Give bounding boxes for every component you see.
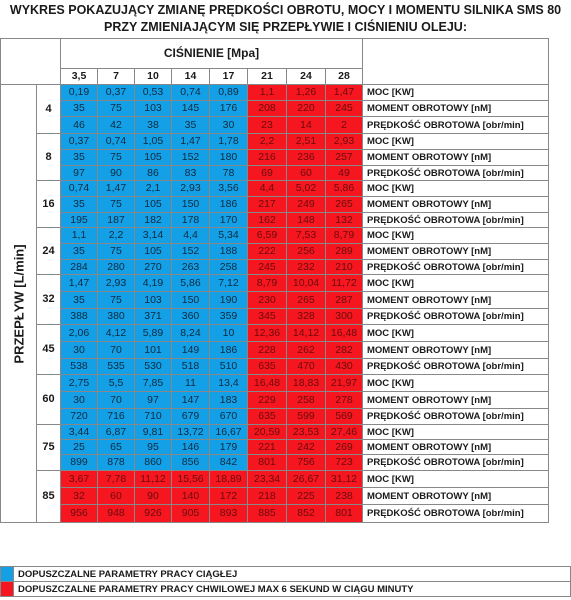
cell-value: 256 — [287, 244, 326, 260]
cell-value: 230 — [248, 292, 287, 309]
cell-value: 25 — [61, 440, 98, 455]
cell-value: 216 — [248, 150, 287, 166]
row-label: MOC [KW] — [363, 181, 549, 197]
cell-value: 265 — [287, 292, 326, 309]
cell-value: 2,2 — [248, 134, 287, 150]
cell-value: 83 — [172, 166, 210, 181]
row-label: PRĘDKOŚĆ OBROTOWA [obr/min] — [363, 260, 549, 275]
cell-value: 32 — [61, 488, 98, 505]
cell-value: 4,4 — [248, 181, 287, 197]
cell-value: 21,97 — [326, 375, 363, 392]
cell-value: 35 — [61, 244, 98, 260]
cell-value: 2,2 — [98, 228, 135, 244]
cell-value: 75 — [98, 150, 135, 166]
cell-value: 228 — [248, 342, 287, 359]
cell-value: 195 — [61, 213, 98, 228]
pressure-header-3: 14 — [172, 69, 210, 85]
cell-value: 1,05 — [135, 134, 172, 150]
cell-value: 258 — [287, 392, 326, 409]
cell-value: 530 — [135, 359, 172, 375]
cell-value: 26,67 — [287, 471, 326, 488]
cell-value: 510 — [210, 359, 248, 375]
cell-value: 16,48 — [326, 325, 363, 342]
cell-value: 1,47 — [98, 181, 135, 197]
cell-value: 245 — [326, 101, 363, 117]
cell-value: 5,5 — [98, 375, 135, 392]
cell-value: 147 — [172, 392, 210, 409]
cell-value: 538 — [61, 359, 98, 375]
cell-value: 0,89 — [210, 85, 248, 101]
cell-value: 69 — [248, 166, 287, 181]
cell-value: 103 — [135, 292, 172, 309]
cell-value: 16,48 — [248, 375, 287, 392]
cell-value: 801 — [326, 505, 363, 523]
cell-value: 152 — [172, 244, 210, 260]
legend-text-continuous: DOPUSZCZALNE PARAMETRY PRACY CIĄGŁEJ — [14, 567, 571, 582]
cell-value: 42 — [98, 117, 135, 134]
cell-value: 5,86 — [172, 275, 210, 292]
cell-value: 599 — [287, 409, 326, 425]
pressure-header-6: 24 — [287, 69, 326, 85]
cell-value: 265 — [326, 197, 363, 213]
cell-value: 60 — [287, 166, 326, 181]
cell-value: 9,81 — [135, 425, 172, 440]
row-label: MOMENT OBROTOWY [nM] — [363, 440, 549, 455]
cell-value: 146 — [172, 440, 210, 455]
cell-value: 31,12 — [326, 471, 363, 488]
row-label: PRĘDKOŚĆ OBROTOWA [obr/min] — [363, 309, 549, 325]
cell-value: 670 — [210, 409, 248, 425]
cell-value: 179 — [210, 440, 248, 455]
row-label: MOC [KW] — [363, 471, 549, 488]
cell-value: 720 — [61, 409, 98, 425]
title-line-2: PRZY ZMIENIAJĄCYM SIĘ PRZEPŁYWIE I CIŚNIENIU OLEJU: — [103, 20, 467, 34]
legend-swatch-red — [1, 582, 14, 597]
cell-value: 2,51 — [287, 134, 326, 150]
cell-value: 65 — [98, 440, 135, 455]
cell-value: 172 — [210, 488, 248, 505]
flow-value-8: 85 — [37, 471, 61, 523]
cell-value: 852 — [287, 505, 326, 523]
cell-value: 75 — [98, 292, 135, 309]
cell-value: 0,19 — [61, 85, 98, 101]
cell-value: 149 — [172, 342, 210, 359]
cell-value: 20,59 — [248, 425, 287, 440]
cell-value: 249 — [287, 197, 326, 213]
cell-value: 221 — [248, 440, 287, 455]
row-label: MOMENT OBROTOWY [nM] — [363, 392, 549, 409]
cell-value: 359 — [210, 309, 248, 325]
cell-value: 30 — [210, 117, 248, 134]
cell-value: 150 — [172, 292, 210, 309]
flow-value-2: 16 — [37, 181, 61, 228]
flow-caption: PRZEPŁYW [L/min] — [11, 243, 26, 364]
cell-value: 360 — [172, 309, 210, 325]
cell-value: 182 — [135, 213, 172, 228]
cell-value: 13,72 — [172, 425, 210, 440]
cell-value: 3,14 — [135, 228, 172, 244]
cell-value: 90 — [98, 166, 135, 181]
cell-value: 132 — [326, 213, 363, 228]
cell-value: 635 — [248, 359, 287, 375]
cell-value: 878 — [98, 455, 135, 471]
cell-value: 885 — [248, 505, 287, 523]
cell-value: 30 — [61, 342, 98, 359]
cell-value: 284 — [61, 260, 98, 275]
cell-value: 2 — [326, 117, 363, 134]
cell-value: 926 — [135, 505, 172, 523]
cell-value: 679 — [172, 409, 210, 425]
cell-value: 723 — [326, 455, 363, 471]
cell-value: 263 — [172, 260, 210, 275]
legend — [0, 566, 571, 597]
cell-value: 225 — [287, 488, 326, 505]
cell-value: 801 — [248, 455, 287, 471]
cell-value: 1,47 — [326, 85, 363, 101]
row-label: MOMENT OBROTOWY [nM] — [363, 342, 549, 359]
row-label: MOC [KW] — [363, 325, 549, 342]
flow-value-4: 32 — [37, 275, 61, 325]
cell-value: 756 — [287, 455, 326, 471]
cell-value: 2,75 — [61, 375, 98, 392]
cell-value: 186 — [210, 197, 248, 213]
cell-value: 4,19 — [135, 275, 172, 292]
cell-value: 328 — [287, 309, 326, 325]
cell-value: 258 — [210, 260, 248, 275]
row-label: PRĘDKOŚĆ OBROTOWA [obr/min] — [363, 409, 549, 425]
cell-value: 280 — [98, 260, 135, 275]
cell-value: 103 — [135, 101, 172, 117]
cell-value: 8,24 — [172, 325, 210, 342]
cell-value: 905 — [172, 505, 210, 523]
cell-value: 2,93 — [98, 275, 135, 292]
cell-value: 388 — [61, 309, 98, 325]
cell-value: 569 — [326, 409, 363, 425]
row-label: PRĘDKOŚĆ OBROTOWA [obr/min] — [363, 213, 549, 228]
pressure-header-4: 17 — [210, 69, 248, 85]
cell-value: 11,72 — [326, 275, 363, 292]
pressure-caption: CIŚNIENIE [Mpa] — [61, 39, 363, 69]
cell-value: 5,34 — [210, 228, 248, 244]
cell-value: 10,04 — [287, 275, 326, 292]
cell-value: 7,78 — [98, 471, 135, 488]
cell-value: 162 — [248, 213, 287, 228]
cell-value: 7,53 — [287, 228, 326, 244]
cell-value: 1,26 — [287, 85, 326, 101]
cell-value: 0,37 — [98, 85, 135, 101]
cell-value: 229 — [248, 392, 287, 409]
cell-value: 635 — [248, 409, 287, 425]
cell-value: 2,1 — [135, 181, 172, 197]
flow-value-3: 24 — [37, 228, 61, 275]
cell-value: 5,89 — [135, 325, 172, 342]
cell-value: 14 — [287, 117, 326, 134]
row-label: PRĘDKOŚĆ OBROTOWA [obr/min] — [363, 455, 549, 471]
header-label-blank — [363, 39, 549, 85]
cell-value: 7,85 — [135, 375, 172, 392]
cell-value: 101 — [135, 342, 172, 359]
cell-value: 35 — [61, 101, 98, 117]
cell-value: 13,4 — [210, 375, 248, 392]
cell-value: 380 — [98, 309, 135, 325]
row-label: MOC [KW] — [363, 375, 549, 392]
cell-value: 5,02 — [287, 181, 326, 197]
cell-value: 300 — [326, 309, 363, 325]
flow-axis — [1, 85, 37, 523]
cell-value: 23,53 — [287, 425, 326, 440]
cell-value: 6,59 — [248, 228, 287, 244]
cell-value: 535 — [98, 359, 135, 375]
cell-value: 7,12 — [210, 275, 248, 292]
cell-value: 3,67 — [61, 471, 98, 488]
row-label: PRĘDKOŚĆ OBROTOWA [obr/min] — [363, 505, 549, 523]
cell-value: 710 — [135, 409, 172, 425]
cell-value: 208 — [248, 101, 287, 117]
cell-value: 860 — [135, 455, 172, 471]
cell-value: 2,93 — [326, 134, 363, 150]
cell-value: 46 — [61, 117, 98, 134]
cell-value: 222 — [248, 244, 287, 260]
cell-value: 2,93 — [172, 181, 210, 197]
cell-value: 35 — [61, 150, 98, 166]
cell-value: 11,12 — [135, 471, 172, 488]
cell-value: 1,47 — [61, 275, 98, 292]
row-label: MOMENT OBROTOWY [nM] — [363, 244, 549, 260]
cell-value: 188 — [210, 244, 248, 260]
cell-value: 345 — [248, 309, 287, 325]
flow-value-5: 45 — [37, 325, 61, 375]
cell-value: 14,12 — [287, 325, 326, 342]
cell-value: 1,47 — [172, 134, 210, 150]
cell-value: 257 — [326, 150, 363, 166]
row-label: PRĘDKOŚĆ OBROTOWA [obr/min] — [363, 117, 549, 134]
row-label: MOMENT OBROTOWY [nM] — [363, 197, 549, 213]
cell-value: 18,89 — [210, 471, 248, 488]
cell-value: 0,53 — [135, 85, 172, 101]
cell-value: 75 — [98, 101, 135, 117]
cell-value: 170 — [210, 213, 248, 228]
pressure-header-2: 10 — [135, 69, 172, 85]
cell-value: 899 — [61, 455, 98, 471]
cell-value: 371 — [135, 309, 172, 325]
cell-value: 78 — [210, 166, 248, 181]
cell-value: 270 — [135, 260, 172, 275]
cell-value: 893 — [210, 505, 248, 523]
cell-value: 23,34 — [248, 471, 287, 488]
row-label: MOMENT OBROTOWY [nM] — [363, 150, 549, 166]
cell-value: 105 — [135, 244, 172, 260]
cell-value: 12,36 — [248, 325, 287, 342]
cell-value: 210 — [326, 260, 363, 275]
cell-value: 5,86 — [326, 181, 363, 197]
flow-value-0: 4 — [37, 85, 61, 134]
cell-value: 238 — [326, 488, 363, 505]
cell-value: 187 — [98, 213, 135, 228]
cell-value: 716 — [98, 409, 135, 425]
pressure-header-5: 21 — [248, 69, 287, 85]
cell-value: 220 — [287, 101, 326, 117]
flow-value-1: 8 — [37, 134, 61, 181]
row-label: MOC [KW] — [363, 425, 549, 440]
cell-value: 218 — [248, 488, 287, 505]
chart-title — [0, 2, 571, 36]
parameter-table — [0, 38, 549, 523]
cell-value: 245 — [248, 260, 287, 275]
cell-value: 262 — [287, 342, 326, 359]
cell-value: 842 — [210, 455, 248, 471]
row-label: PRĘDKOŚĆ OBROTOWA [obr/min] — [363, 359, 549, 375]
cell-value: 948 — [98, 505, 135, 523]
cell-value: 145 — [172, 101, 210, 117]
cell-value: 289 — [326, 244, 363, 260]
cell-value: 1,1 — [248, 85, 287, 101]
cell-value: 105 — [135, 150, 172, 166]
legend-text-temporary: DOPUSZCZALNE PARAMETRY PRACY CHWILOWEJ MAX 6 SEKUND W CIĄGU MINUTY — [14, 582, 571, 597]
cell-value: 86 — [135, 166, 172, 181]
cell-value: 35 — [61, 197, 98, 213]
cell-value: 30 — [61, 392, 98, 409]
cell-value: 23 — [248, 117, 287, 134]
cell-value: 75 — [98, 197, 135, 213]
cell-value: 217 — [248, 197, 287, 213]
cell-value: 70 — [98, 392, 135, 409]
cell-value: 176 — [210, 101, 248, 117]
cell-value: 75 — [98, 244, 135, 260]
cell-value: 287 — [326, 292, 363, 309]
cell-value: 152 — [172, 150, 210, 166]
cell-value: 97 — [61, 166, 98, 181]
row-label: MOMENT OBROTOWY [nM] — [363, 292, 549, 309]
cell-value: 27,46 — [326, 425, 363, 440]
row-label: PRĘDKOŚĆ OBROTOWA [obr/min] — [363, 166, 549, 181]
cell-value: 6,87 — [98, 425, 135, 440]
cell-value: 0,74 — [61, 181, 98, 197]
cell-value: 8,79 — [248, 275, 287, 292]
cell-value: 49 — [326, 166, 363, 181]
cell-value: 35 — [61, 292, 98, 309]
cell-value: 186 — [210, 342, 248, 359]
cell-value: 105 — [135, 197, 172, 213]
cell-value: 90 — [135, 488, 172, 505]
cell-value: 148 — [287, 213, 326, 228]
pressure-header-1: 7 — [98, 69, 135, 85]
cell-value: 95 — [135, 440, 172, 455]
cell-value: 178 — [172, 213, 210, 228]
cell-value: 15,56 — [172, 471, 210, 488]
cell-value: 282 — [326, 342, 363, 359]
cell-value: 38 — [135, 117, 172, 134]
cell-value: 140 — [172, 488, 210, 505]
cell-value: 16,67 — [210, 425, 248, 440]
cell-value: 3,44 — [61, 425, 98, 440]
cell-value: 70 — [98, 342, 135, 359]
cell-value: 269 — [326, 440, 363, 455]
flow-value-6: 60 — [37, 375, 61, 425]
cell-value: 4,12 — [98, 325, 135, 342]
cell-value: 60 — [98, 488, 135, 505]
pressure-header-0: 3,5 — [61, 69, 98, 85]
cell-value: 10 — [210, 325, 248, 342]
cell-value: 430 — [326, 359, 363, 375]
cell-value: 183 — [210, 392, 248, 409]
cell-value: 2,06 — [61, 325, 98, 342]
pressure-header-7: 28 — [326, 69, 363, 85]
cell-value: 232 — [287, 260, 326, 275]
cell-value: 856 — [172, 455, 210, 471]
flow-value-7: 75 — [37, 425, 61, 471]
cell-value: 1,1 — [61, 228, 98, 244]
cell-value: 8,79 — [326, 228, 363, 244]
cell-value: 0,74 — [98, 134, 135, 150]
cell-value: 0,37 — [61, 134, 98, 150]
cell-value: 3,56 — [210, 181, 248, 197]
row-label: MOMENT OBROTOWY [nM] — [363, 488, 549, 505]
cell-value: 97 — [135, 392, 172, 409]
row-label: MOC [KW] — [363, 134, 549, 150]
cell-value: 236 — [287, 150, 326, 166]
cell-value: 242 — [287, 440, 326, 455]
cell-value: 956 — [61, 505, 98, 523]
row-label: MOC [KW] — [363, 275, 549, 292]
cell-value: 180 — [210, 150, 248, 166]
row-label: MOC [KW] — [363, 85, 549, 101]
legend-swatch-blue — [1, 567, 14, 582]
cell-value: 4,4 — [172, 228, 210, 244]
cell-value: 11 — [172, 375, 210, 392]
title-line-1: WYKRES POKAZUJĄCY ZMIANĘ PRĘDKOŚCI OBROTU, MOCY I MOMENTU SILNIKA SMS 80 — [9, 3, 562, 17]
cell-value: 150 — [172, 197, 210, 213]
corner-cell — [1, 39, 61, 85]
cell-value: 1,78 — [210, 134, 248, 150]
cell-value: 0,74 — [172, 85, 210, 101]
row-label: MOC [KW] — [363, 228, 549, 244]
cell-value: 470 — [287, 359, 326, 375]
cell-value: 190 — [210, 292, 248, 309]
cell-value: 18,83 — [287, 375, 326, 392]
row-label: MOMENT OBROTOWY [nM] — [363, 101, 549, 117]
cell-value: 35 — [172, 117, 210, 134]
cell-value: 278 — [326, 392, 363, 409]
cell-value: 518 — [172, 359, 210, 375]
